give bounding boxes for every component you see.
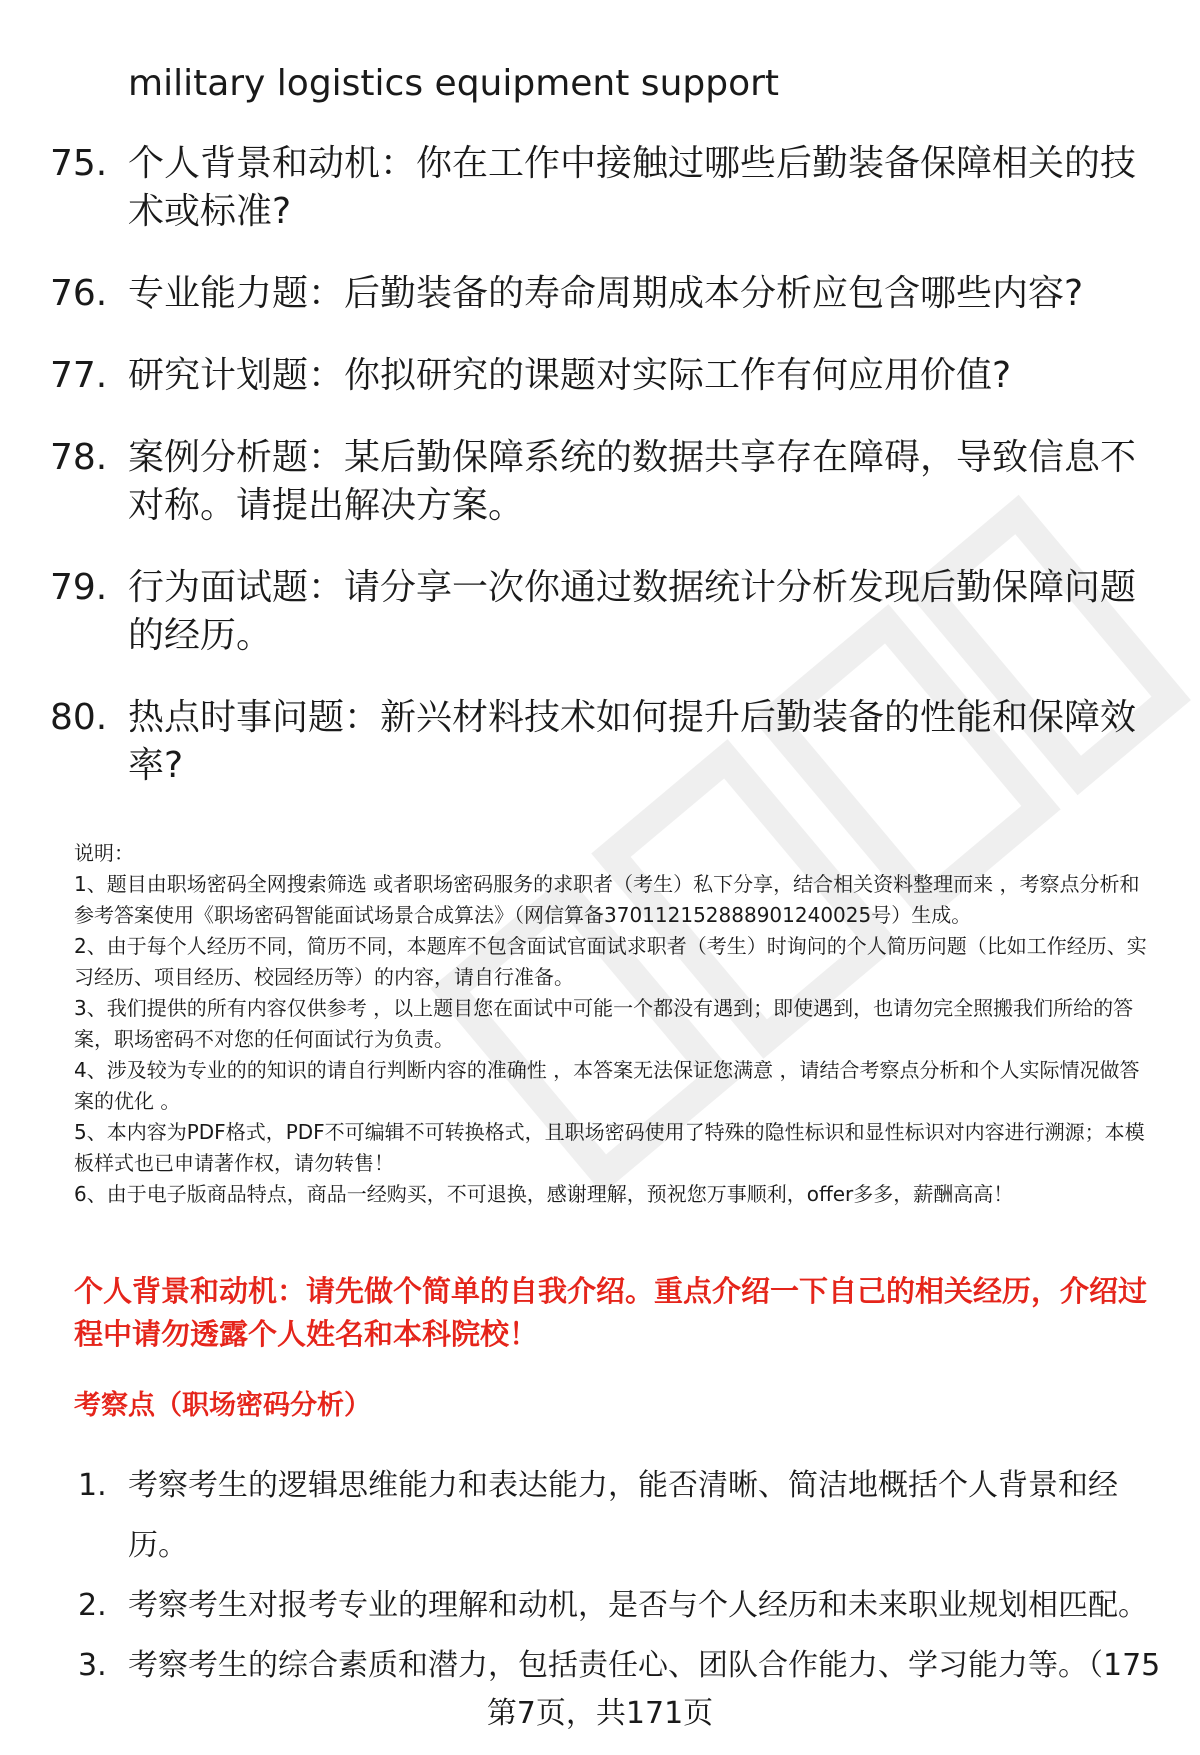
- question-number: 79.: [50, 567, 108, 608]
- analysis-point: [78, 1576, 1168, 1636]
- question-number: 80.: [50, 697, 108, 738]
- question-number: 76.: [50, 273, 108, 314]
- note-item: 3、我们提供的所有内容仅供参考 ，以上题目您在面试中可能一个都没有遇到；即使遇到，也请勿完全照搬我们所给的答案，职场密码不对您的任何面试行为负责。: [74, 996, 1134, 1051]
- question-text: 热点时事问题：新兴材料技术如何提升后勤装备的性能和保障效率?: [128, 697, 1137, 786]
- point-text: 考察考生的综合素质和潜力，包括责任心、团队合作能力、学习能力等。（175: [128, 1648, 1161, 1683]
- question-text: 个人背景和动机：你在工作中接触过哪些后勤装备保障相关的技术或标准?: [128, 143, 1137, 232]
- analysis-point: [78, 1456, 1168, 1576]
- note-item: 4、涉及较为专业的的知识的请自行判断内容的准确性 ，本答案无法保证您满意 ，请结合考察点分析和个人实际情况做答案的优化 。: [74, 1058, 1140, 1113]
- notes-section: [74, 838, 1154, 1210]
- note-item: 1、题目由职场密码全网搜索筛选 或者职场密码服务的求职者（考生）私下分享，结合相关资料整理而来 ，考察点分析和参考答案使用《职场密码智能面试场景合成算法》（网信算备370112152888901240025号）生成。: [74, 872, 1140, 927]
- question-list: [50, 140, 1140, 824]
- analysis-points-heading: 考察点（职场密码分析）: [74, 1390, 371, 1421]
- question-item: [50, 564, 1140, 660]
- question-text: 案例分析题：某后勤保障系统的数据共享存在障碍，导致信息不对称。请提出解决方案。: [128, 437, 1137, 526]
- point-text: 考察考生的逻辑思维能力和表达能力，能否清晰、简洁地概括个人背景和经历。: [128, 1468, 1118, 1563]
- analysis-point: [78, 1636, 1168, 1696]
- point-number: 3.: [78, 1648, 107, 1683]
- question-item: [50, 270, 1140, 318]
- question-text: 研究计划题：你拟研究的课题对实际工作有何应用价值?: [128, 355, 1012, 396]
- question-text: 专业能力题：后勤装备的寿命周期成本分析应包含哪些内容?: [128, 273, 1084, 314]
- analysis-points-list: [78, 1456, 1168, 1696]
- question-number: 78.: [50, 437, 108, 478]
- intro-question-heading: 个人背景和动机：请先做个简单的自我介绍。重点介绍一下自己的相关经历，介绍过程中请勿透露个人姓名和本科院校！: [74, 1274, 1148, 1351]
- point-number: 1.: [78, 1468, 107, 1503]
- point-text: 考察考生对报考专业的理解和动机，是否与个人经历和未来职业规划相匹配。: [128, 1588, 1148, 1623]
- page-footer: 第7页，共171页: [486, 1696, 714, 1731]
- note-item: 5、本内容为PDF格式，PDF不可编辑不可转换格式，且职场密码使用了特殊的隐性标识和显性标识对内容进行溯源；本模板样式也已申请著作权，请勿转售！: [74, 1120, 1145, 1175]
- note-item: 2、由于每个人经历不同，简历不同，本题库不包含面试官面试求职者（考生）时询问的个人简历问题（比如工作经历、实习经历、项目经历、校园经历等）的内容，请自行准备。: [74, 934, 1147, 989]
- question-number: 75.: [50, 143, 108, 184]
- question-number: 77.: [50, 355, 108, 396]
- question-item: [50, 140, 1140, 236]
- question-text: 行为面试题：请分享一次你通过数据统计分析发现后勤保障问题的经历。: [128, 567, 1137, 656]
- notes-title: 说明：: [74, 841, 134, 865]
- note-item: 6、由于电子版商品特点，商品一经购买，不可退换，感谢理解，预祝您万事顺利，offer多多，薪酬高高！: [74, 1182, 1014, 1206]
- question-item: [50, 694, 1140, 790]
- point-number: 2.: [78, 1588, 107, 1623]
- question-item: [50, 434, 1140, 530]
- continuation-text: military logistics equipment support: [128, 63, 780, 104]
- question-item: [50, 352, 1140, 400]
